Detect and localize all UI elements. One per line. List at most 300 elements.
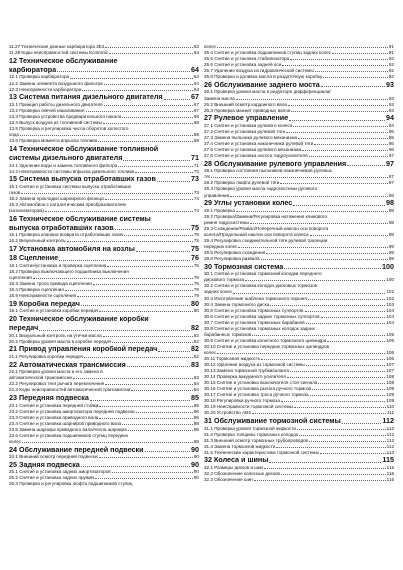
toc-page-number: 74 <box>193 195 199 201</box>
toc-section-heading[interactable] <box>9 145 199 154</box>
toc-page-number: 112 <box>386 431 394 437</box>
toc-page-number: 64 <box>193 74 199 80</box>
toc-section-heading[interactable] <box>9 324 199 333</box>
toc-entry-title: передач <box>9 324 39 333</box>
dot-leader <box>59 260 190 261</box>
dot-leader <box>90 400 190 401</box>
toc-page-number: 73 <box>193 189 199 195</box>
dot-leader <box>21 193 193 194</box>
toc-entry-title: 29.5 Регулировка схождения <box>204 250 266 256</box>
toc-page-number: 103 <box>386 301 394 307</box>
toc-entry-title: системы дизельного двигателя <box>9 153 123 162</box>
dot-leader <box>104 84 193 85</box>
dot-leader <box>289 120 385 121</box>
toc-page-number: 79 <box>193 293 199 299</box>
toc-entry-title: 13.3 Проверка устройства предварительного накала <box>9 113 122 119</box>
toc-page-number: 67 <box>191 93 199 102</box>
toc-entry-title: 29.2 Проверка/Замена/Регулировка натяжения клинового <box>204 213 328 219</box>
toc-page-number: 98 <box>388 207 394 213</box>
toc-page-number: 82 <box>193 338 199 344</box>
toc-page-number: 73 <box>191 175 199 184</box>
dot-leader <box>320 453 386 454</box>
toc-page-number: 76 <box>191 254 199 263</box>
dot-leader <box>22 442 193 443</box>
toc-section-heading[interactable] <box>204 160 394 169</box>
dot-leader <box>158 351 190 352</box>
dot-leader <box>310 395 386 396</box>
dot-leader <box>290 59 388 60</box>
toc-entry-title: 23.4 Снятие и установка шарниров приводного вала <box>9 420 122 426</box>
dot-leader <box>230 196 388 197</box>
toc-entry-title: 20 Техническое обслуживание коробки <box>9 314 149 323</box>
toc-entry-title: 27.1 Снятие и установка рулевого колеса <box>204 122 293 128</box>
toc-entry-title: 14 Техническое обслуживание топливной <box>9 144 159 153</box>
dot-leader <box>103 336 193 337</box>
toc-page-number: 111 <box>387 410 394 416</box>
toc-page-number: 90 <box>191 445 199 454</box>
toc-section-heading[interactable] <box>9 300 199 309</box>
toc-entry-title: барабанных тормозов <box>204 331 252 337</box>
dot-leader <box>321 86 385 87</box>
toc-entry-title: 11.27 Технические данные карбюратора 2Е3 <box>9 44 105 49</box>
dot-leader <box>67 241 193 242</box>
dot-leader <box>104 105 193 106</box>
dot-leader <box>136 412 193 413</box>
toc-section-heading[interactable] <box>9 446 199 455</box>
toc-entry-title: 32 Колеса и шины <box>204 456 269 465</box>
toc-page-number: 88 <box>193 438 199 444</box>
toc-page-number: 76 <box>193 262 199 268</box>
toc-page-number: 115 <box>382 456 394 465</box>
toc-page-number: 85 <box>193 402 199 408</box>
dot-leader <box>281 474 386 475</box>
toc-page-number: 106 <box>386 349 394 355</box>
toc-entry-title: 12 Техническое обслуживание <box>9 56 118 65</box>
toc-entry-title: тяг <box>204 174 211 180</box>
toc-page-number: 69 <box>193 132 199 138</box>
toc-page-number: 97 <box>388 180 394 186</box>
toc-entry-title: 31.2 Проверка толщины тормозных колодок <box>204 431 299 437</box>
toc-page-number: 63 <box>193 44 199 49</box>
toc-entry-title: 13.5 Проверка и регулировка числа оборотов холостого <box>9 125 129 131</box>
dot-leader <box>211 177 388 178</box>
toc-page-number: 98 <box>388 192 394 198</box>
dot-leader <box>252 413 386 414</box>
dot-leader <box>112 472 193 473</box>
toc-entry-title: 12.2 Замена элемента воздушного фильтра <box>9 80 103 86</box>
toc-page-number: 67 <box>193 101 199 107</box>
toc-section-heading[interactable] <box>9 215 199 224</box>
toc-entry-title: 30.13 Замена тормозной трубки/шланга <box>204 368 290 374</box>
toc-section-heading[interactable] <box>9 224 199 233</box>
dot-leader <box>70 78 193 79</box>
dot-leader <box>297 429 386 430</box>
toc-page-number: 86 <box>193 408 199 414</box>
toc-entry-title: 26.1 Проверка уровня масла в редукторе дифференциала/ <box>204 89 331 95</box>
dot-leader <box>282 65 388 66</box>
dot-leader <box>77 296 193 297</box>
toc-entry-title: 30.10 Снятие и установка передних тормозных цилиндров <box>204 343 330 349</box>
dot-leader <box>136 251 190 252</box>
toc-entry-title: 19 Коробка передач <box>9 299 80 308</box>
toc-entry-title: 29.1 Проверка <box>204 207 235 213</box>
toc-entry-title: 28 Обслуживание рулевого управления <box>204 159 347 168</box>
toc-entry-title: автоматической трансмиссии <box>9 375 72 381</box>
toc-entry-title: 15.1 Снятие и установка системы выпуска отработавших <box>9 183 132 189</box>
toc-entry-title: 13 Система питания дизельного двигателя <box>9 93 163 102</box>
toc-entry[interactable] <box>204 74 394 80</box>
toc-entry-title: 20.1 Визуальный контроль на утечки масла <box>9 332 102 338</box>
dot-leader <box>124 235 193 236</box>
toc-section-heading[interactable] <box>9 175 199 184</box>
toc-page-number: 71 <box>191 153 199 162</box>
dot-leader <box>261 359 385 360</box>
toc-page-number: 80 <box>191 299 199 308</box>
toc-page-number: 105 <box>386 331 394 337</box>
toc-page-number: 90 <box>193 469 199 475</box>
toc-section-heading[interactable] <box>9 394 199 403</box>
dot-leader <box>95 478 193 479</box>
toc-page-number: 64 <box>193 80 199 86</box>
toc-section-heading[interactable] <box>9 254 199 263</box>
toc-page-number: 90 <box>193 454 199 460</box>
toc-entry-title: газов <box>9 189 21 195</box>
toc-entry[interactable] <box>9 87 199 93</box>
toc-entry-title: 29.4 Регулировка соединительной тяги рулевой трапеции <box>204 237 328 243</box>
toc-entry-title: 18.2 Проверка выключающего подшипника выключения <box>9 268 129 274</box>
dot-leader <box>293 126 387 127</box>
dot-leader <box>254 480 386 481</box>
toc-entry-title: 30.14 Проверка вакуумного усилителя <box>204 374 286 380</box>
toc-page-number: 92 <box>388 68 394 74</box>
toc-entry[interactable] <box>9 293 199 299</box>
dot-leader <box>115 229 190 230</box>
toc-page-number: 91 <box>388 44 394 49</box>
dot-leader <box>98 141 193 142</box>
toc-section-heading[interactable] <box>204 81 394 90</box>
toc-page-number: 92 <box>388 56 394 62</box>
toc-entry-title: 13.4 Выпуск воздуха из топливной системы <box>9 119 102 125</box>
toc-entry-title: 27.2 Снятие и установка рулевой тяги <box>204 128 286 134</box>
toc-page-number: 88 <box>193 426 199 432</box>
toc-entry-title: 24.1 Внешний осмотр передней подвески <box>9 454 98 460</box>
toc-entry[interactable] <box>9 481 199 487</box>
toc-entry[interactable] <box>204 477 394 483</box>
toc-page-number: 82 <box>193 332 199 338</box>
toc-entry-title: 13.6 Проверка момента впрыска топлива <box>9 138 98 144</box>
toc-page-number: 84 <box>193 381 199 387</box>
toc-section-heading[interactable] <box>9 66 199 75</box>
toc-entry-title: 28.3 Проверка уровня масла гидросистемы рулевого <box>204 186 318 192</box>
toc-page-number: 102 <box>386 295 394 301</box>
toc-page-number: 109 <box>386 392 394 398</box>
toc-entry-title: 13.2 Проверка свечей накаливания <box>9 107 85 113</box>
dot-leader <box>298 138 388 139</box>
dot-leader <box>112 342 193 343</box>
toc-entry[interactable] <box>204 193 394 199</box>
toc-page-number: 97 <box>386 159 394 168</box>
toc-entry-title: 22.1 Проверка уровня масла и его замена в <box>9 369 103 375</box>
dot-leader <box>123 160 190 161</box>
toc-page-number: 84 <box>193 387 199 393</box>
toc-entry-title: 18.4 Проверка сцепления <box>9 287 64 293</box>
toc-entry-title: 21.1 Регулировка коробки передач <box>9 354 84 360</box>
dot-leader <box>327 341 385 342</box>
toc-page-number: 100 <box>382 262 394 271</box>
toc-entry-title: 30.20 Устройство ABS <box>204 410 252 416</box>
toc-entry[interactable] <box>204 410 394 416</box>
dot-leader <box>99 418 193 419</box>
toc-entry-title: 30.9 Снятие и установка колесного тормозного цилиндра <box>204 337 327 343</box>
toc-section-heading[interactable] <box>9 345 199 354</box>
dot-leader <box>264 468 386 469</box>
toc-entry-title: 12.3 Неисправности карбюратора <box>9 86 82 92</box>
toc-entry-title: 23.2 Снятие и установка амортизатора передней подвески <box>9 408 135 414</box>
toc-entry-title: 28.2 Проверка люфта рулевой тяги <box>204 180 280 186</box>
dot-leader <box>332 53 388 54</box>
dot-leader <box>315 71 388 72</box>
toc-entry-title: 32.3 Обозначение шин <box>204 477 253 483</box>
dot-leader <box>318 383 385 384</box>
toc-entry-title: хода <box>9 132 19 138</box>
toc-entry-title: (катализатором) <box>9 207 44 213</box>
toc-entry[interactable] <box>204 256 394 262</box>
dot-leader <box>164 99 190 100</box>
dot-leader <box>128 430 193 431</box>
dot-leader <box>145 451 190 452</box>
toc-column-left <box>9 44 199 488</box>
toc-entry-title: 31.1 Проверка уровня тормозной жидкости <box>204 425 296 431</box>
toc-page-number: 92 <box>388 62 394 68</box>
toc-entry[interactable] <box>9 169 199 175</box>
toc-page-number: 90 <box>193 475 199 481</box>
toc-entry-title: 29.6 Регулировка развала <box>204 256 260 262</box>
toc-page-number: 96 <box>388 147 394 153</box>
dot-leader <box>269 462 381 463</box>
toc-entry-title: 23.6 Снятие и установка подшипников ступиц передних <box>9 432 129 438</box>
dot-leader <box>299 435 386 436</box>
toc-entry-title: 30.3 Изготовление шаблона тормозного поршня <box>204 295 307 301</box>
dot-leader <box>321 317 386 318</box>
toc-section-heading[interactable] <box>204 114 394 123</box>
toc-entry-title: 11.28 Коды неисправностей системы Ecotronic <box>9 50 109 56</box>
toc-page-number: 88 <box>193 420 199 426</box>
toc-section-heading[interactable] <box>9 361 199 370</box>
toc-section-heading[interactable] <box>204 199 394 208</box>
toc-page-number: 98 <box>386 199 394 208</box>
toc-entry-title: 18.5 Неисправности сцепления <box>9 293 77 299</box>
toc-entry-title: 30.15 Снятие и установка выключателя стоп-сигнала <box>204 380 318 386</box>
toc-entry-title: 25.6 Снятие и установка задней оси <box>204 62 282 68</box>
toc-entry-title: 22.2 Регулировка тяги рычага переключения <box>9 381 105 387</box>
dot-leader <box>105 384 193 385</box>
dot-leader <box>127 366 190 367</box>
toc-entry-title: 30.11 Тормозная жидкость <box>204 356 261 361</box>
dot-leader <box>238 247 387 248</box>
toc-entry[interactable] <box>204 153 394 159</box>
toc-page-number: 67 <box>193 107 199 113</box>
dot-leader <box>290 371 385 372</box>
toc-entry-title: 14.1 Удаление воды и замена топливного фильтра <box>9 162 118 168</box>
toc-page-number: 82 <box>193 354 199 360</box>
toc-page-number: 79 <box>193 287 199 293</box>
dot-leader <box>105 47 192 48</box>
toc-page-number: 86 <box>193 414 199 420</box>
dot-leader <box>312 389 385 390</box>
toc-entry-title: 24 Обслуживание передней подвески <box>9 445 144 454</box>
toc-page-number: 97 <box>388 153 394 159</box>
toc-page-number: 64 <box>191 65 199 74</box>
dot-leader <box>310 235 388 236</box>
toc-section-heading[interactable] <box>9 154 199 163</box>
dot-leader <box>122 117 193 118</box>
toc-page-number: 112 <box>382 417 394 426</box>
dot-leader <box>45 211 193 212</box>
toc-entry-title: 25.2 Снятие и установка задних пружин <box>9 475 95 481</box>
toc-entry-title: 15.2 Замена прокладки шарнирного фланца <box>9 195 104 201</box>
toc-entry-title: 31.3 Внешний осмотр тормозных трубопроводов <box>204 437 309 443</box>
toc-entry[interactable] <box>9 454 199 460</box>
toc-entry-title: сцепления <box>9 274 32 280</box>
toc-page-number: 96 <box>388 140 394 146</box>
toc-entry[interactable] <box>9 50 199 56</box>
toc-page-number: 80 <box>193 308 199 314</box>
toc-entry[interactable] <box>204 108 394 114</box>
dot-leader <box>314 144 388 145</box>
toc-entry-title: 23.1 Снятие и установка передней стойки <box>9 402 99 408</box>
toc-page-number: 75 <box>191 223 199 232</box>
toc-page-number: 94 <box>386 114 394 123</box>
toc-entry-title: 30.19 Неисправности тормозной системы <box>204 404 293 410</box>
toc-page-number: 95 <box>388 128 394 134</box>
toc-page-number: 104 <box>386 307 394 313</box>
toc-entry-title: 16 Техническое обслуживание системы <box>9 214 151 223</box>
dot-leader <box>284 268 381 269</box>
toc-entry-title: 29 Углы установки колес <box>204 199 293 208</box>
toc-entry-title: 21 Привод управления коробкой передач <box>9 345 158 354</box>
toc-page-number: 102 <box>386 289 394 295</box>
toc-entry-title: 23.5 Замена шарнира приводного вала/чехла шарнира <box>9 426 127 432</box>
toc-entry-title: колес <box>204 44 217 49</box>
toc-page-number: 108 <box>386 380 394 386</box>
toc-page-number: 64 <box>193 86 199 92</box>
dot-leader <box>280 183 388 184</box>
dot-leader <box>266 253 388 254</box>
toc-entry-title: Замена масла <box>204 95 235 101</box>
toc-entry-title: колеса/Продольный наклон оси поворота колеса <box>204 231 309 237</box>
toc-page-number: 107 <box>386 362 394 368</box>
dot-leader <box>250 223 388 224</box>
toc-section-heading[interactable] <box>204 417 394 426</box>
dot-leader <box>57 71 190 72</box>
toc-section-heading[interactable] <box>9 315 199 324</box>
toc-entry[interactable] <box>9 208 199 214</box>
toc-page-number: 85 <box>191 394 199 403</box>
toc-entry-title: 15 Система выпуска отработавших газов <box>9 175 156 184</box>
dot-leader <box>306 365 386 366</box>
dot-leader <box>323 77 388 78</box>
toc-section-heading[interactable] <box>9 93 199 102</box>
toc-entry-title: 23 Передняя подвеска <box>9 394 89 403</box>
toc-page-number: 69 <box>193 138 199 144</box>
dot-leader <box>306 323 386 324</box>
toc-page-number: 115 <box>386 471 394 477</box>
toc-section-heading[interactable] <box>204 456 394 465</box>
toc-page-number: 78 <box>193 281 199 286</box>
toc-entry-title: 27.6 Снятие и установка насоса гидроусилителя <box>204 153 308 159</box>
toc-entry-title: 27 Рулевое управление <box>204 114 289 123</box>
toc-entry[interactable] <box>204 450 394 456</box>
toc-entry[interactable] <box>9 308 199 314</box>
toc-page-number: 112 <box>386 443 394 449</box>
toc-section-heading[interactable] <box>9 57 199 66</box>
toc-page-number: 99 <box>388 244 394 250</box>
toc-entry[interactable] <box>9 354 199 360</box>
toc-section-heading[interactable] <box>9 461 199 470</box>
toc-entry-title: 30.6 Снятие и установка задних тормозных суппортов <box>204 313 320 319</box>
toc-entry[interactable] <box>9 387 199 393</box>
toc-entry-title: 18 Сцепление <box>9 254 59 263</box>
toc-page-number: 92 <box>388 74 394 80</box>
toc-entry-title: 12.1 Проверка карбюратора <box>9 74 70 80</box>
dot-leader <box>93 284 193 285</box>
toc-entry-title: 19.1 Снятие и установка коробки передач <box>9 308 99 314</box>
toc-page-number: 68 <box>193 113 199 119</box>
toc-entry[interactable] <box>9 238 199 244</box>
toc-entry-title: 25.1 Снятие и установка задних амортизаторов <box>9 469 111 475</box>
toc-page-number: 83 <box>191 360 199 369</box>
dot-leader <box>109 53 193 54</box>
toc-entry-title: 20.2 Проверка уровня масла в коробке передач <box>9 338 112 344</box>
toc-entry[interactable] <box>9 439 199 445</box>
toc-section-heading[interactable] <box>9 245 199 254</box>
dot-leader <box>84 357 193 358</box>
toc-page-number: 75 <box>193 232 199 238</box>
toc-page-number: 98 <box>388 219 394 225</box>
toc-entry-title: ремня гидросистемы <box>204 219 249 225</box>
toc-entry-title: 30.1 Снятие и установка тормозной колодки переднего <box>204 271 322 277</box>
dot-leader <box>281 401 385 402</box>
toc-entry-title: 25.4 Снятие и установка подшипников ступиц задних колес <box>204 50 332 56</box>
toc-entry-title: 30.18 Регулировка ручного тормоза <box>204 398 280 404</box>
toc-entry[interactable] <box>9 339 199 345</box>
toc-entry-title: 16.2 Визуальный контроль <box>9 238 66 244</box>
toc-entry-title: 25.7 Удаление воздуха из гидравлической системы <box>204 68 314 74</box>
toc-entry-title: 30.4 Замена тормозного диска <box>204 301 270 307</box>
toc-entry-title: 23.3 Снятие и установка приводного вала <box>9 414 99 420</box>
toc-entry[interactable] <box>9 138 199 144</box>
toc-section-heading[interactable] <box>204 263 394 272</box>
toc-entry-title: 27.3 Замена пыльника рулевого механизма <box>204 134 298 140</box>
dot-leader <box>99 406 193 407</box>
dot-leader <box>233 293 385 294</box>
toc-page-number: 106 <box>386 356 394 361</box>
toc-entry-title: 27.4 Снятие и установка наконечника рулевой тяги <box>204 140 314 146</box>
toc-page-number: 112 <box>386 425 394 431</box>
dot-leader <box>99 311 193 312</box>
toc-page-number: 100 <box>386 277 394 283</box>
toc-page-number: 94 <box>388 122 394 128</box>
dot-leader <box>309 156 388 157</box>
toc-entry-title: 27.5 Снятие и установка рулевого механизма <box>204 147 302 153</box>
dot-leader <box>33 278 193 279</box>
toc-page-number: 93 <box>388 95 394 101</box>
dot-leader <box>287 377 386 378</box>
toc-page-number: 107 <box>386 368 394 374</box>
dot-leader <box>342 423 382 424</box>
dot-leader <box>276 447 385 448</box>
dot-leader <box>65 290 193 291</box>
